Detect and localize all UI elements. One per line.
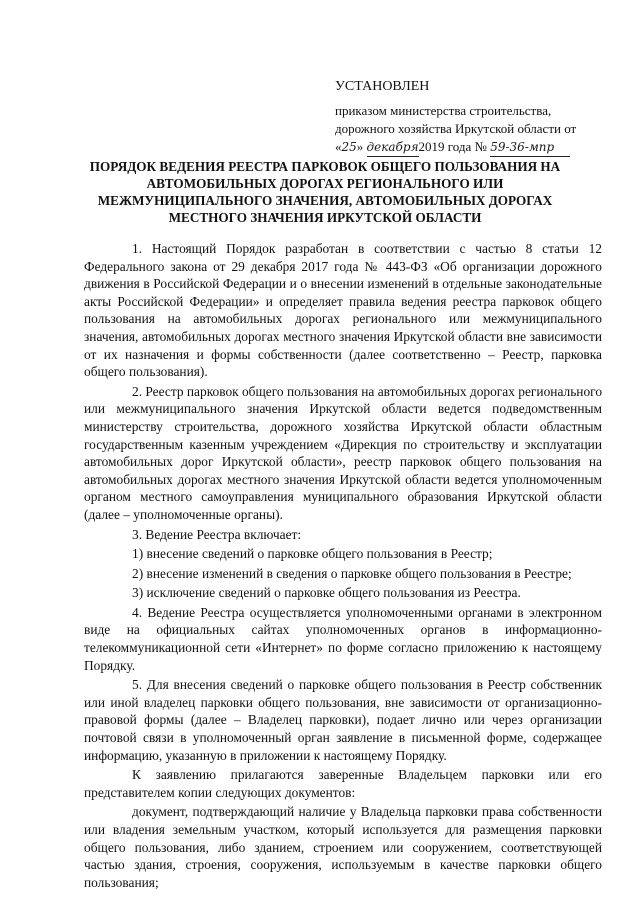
document-body xyxy=(84,240,602,893)
approval-block xyxy=(335,78,615,157)
paragraph-2: 2. Реестр парковок общего пользования на автомобильных дорогах регионального или межмуниципального значения Иркутской области ведется подведомственным министерству строительства, дорожного хозяйства Иркутской области областным государственным казенным учреждением «Дирекция по строительству и эксплуатации автомобильных дорог Иркутской области», реестр парковок общего пользования на автомобильных дорогах местного значения Иркутской области ведется уполномоченным органом местного самоуправления муниципального образования Иркутской области (далее – уполномоченные органы). xyxy=(84,383,603,522)
paragraph-3: 3. Ведение Реестра включает: xyxy=(132,526,302,542)
handwritten-order-number: 59-36-мпр xyxy=(490,138,570,157)
year-text: 2019 года № xyxy=(418,139,487,154)
approval-date-line xyxy=(335,138,615,157)
paragraph-7: документ, подтверждающий наличие у Владельца парковки права собственности или владения земельным участком, который используется для размещения парковки общего пользования, либо зданием, строением или сооружением, соответствующей частью здания, строения, сооружения, используемым в качестве парковки общего пользования; xyxy=(84,804,602,890)
handwritten-day: 25 xyxy=(341,140,357,154)
list-item-3: 3) исключение сведений о парковке общего пользования из Реестра. xyxy=(132,585,521,601)
list-item-1: 1) внесение сведений о парковке общего пользования в Реестр; xyxy=(132,546,493,562)
document-title: ПОРЯДОК ВЕДЕНИЯ РЕЕСТРА ПАРКОВОК ОБЩЕГО ПОЛЬЗОВАНИЯ НА АВТОМОБИЛЬНЫХ ДОРОГАХ РЕГИОНАЛЬНОГО ИЛИ МЕЖМУНИЦИПАЛЬНОГО ЗНАЧЕНИЯ, АВТОМОБИЛЬНЫХ ДОРОГАХ МЕСТНОГО ЗНАЧЕНИЯ ИРКУТСКОЙ ОБЛАСТИ xyxy=(89,159,561,225)
paragraph-4: 4. Ведение Реестра осуществляется уполномоченными органами в электронном виде на официальных сайтах уполномоченных органов в информационно-телекоммуникационной сети «Интернет» по форме согласно приложению к настоящему Порядку. xyxy=(84,604,602,673)
paragraph-1: 1. Настоящий Порядок разработан в соответствии с частью 8 статьи 12 Федерального закона от 29 декабря 2017 года № 443-ФЗ «Об организации дорожного движения в Российской Федерации и о внесении изменений в отдельные законодательные акты Российской Федерации» и определяет правила ведения реестра парковок общего пользования на автомобильных дорогах регионального или межмуниципального значения, автомобильных дорогах местного значения Иркутской области вне зависимости от их назначения и формы собственности (далее соответственно – Реестр, парковка общего пользования). xyxy=(84,241,602,380)
paragraph-5: 5. Для внесения сведений о парковке общего пользования в Реестр собственник или иной владелец парковки общего пользования, вне зависимости от организационно-правовой формы (далее – Владелец парковки), подает лично или через организации почтовой связи в уполномоченный орган заявление в письменной форме, содержащее информацию, указанную в приложении к настоящему Порядку. xyxy=(84,677,602,763)
paragraph-6: К заявлению прилагаются заверенные Владельцем парковки или его представителем копии следующих документов: xyxy=(84,767,602,800)
quote-open: « xyxy=(335,139,342,154)
approval-line-1: приказом министерства строительства, xyxy=(335,103,552,118)
quote-close: » xyxy=(356,139,364,154)
approval-title: УСТАНОВЛЕН xyxy=(335,79,430,94)
list-item-2: 2) внесение изменений в сведения о парковке общего пользования в Реестре; xyxy=(132,565,572,581)
approval-line-2: дорожного хозяйства Иркутской области от xyxy=(335,121,577,136)
handwritten-month: декабря xyxy=(367,138,419,157)
